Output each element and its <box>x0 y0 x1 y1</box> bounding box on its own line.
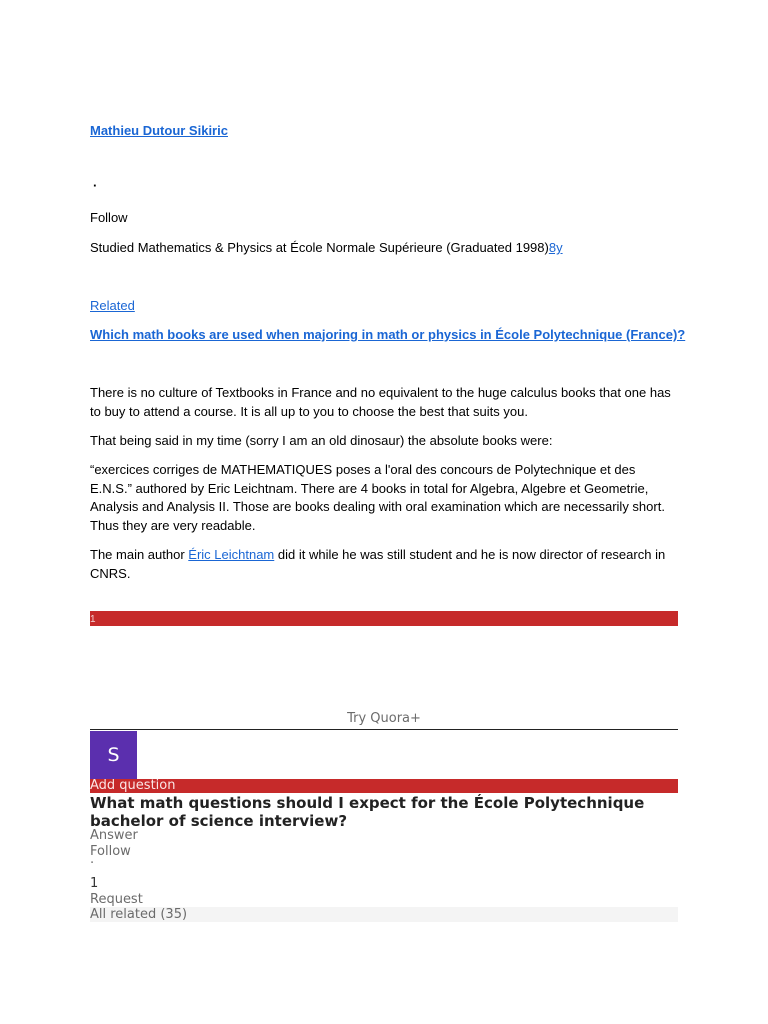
related-question-title[interactable]: What math questions should I expect for the École Polytechnique bachelor of science interview? <box>90 794 645 830</box>
divider <box>90 729 678 730</box>
related-link[interactable]: Related <box>90 298 135 313</box>
separator-dot: · <box>93 178 98 193</box>
answer-button[interactable]: Answer <box>90 828 138 843</box>
avatar-letter: S <box>107 744 120 766</box>
answer-paragraph-1: There is no culture of Textbooks in France and no equivalent to the huge calculus books that one has to buy to attend a course. It is all up to you to choose the best that suits you. <box>90 385 671 419</box>
add-question-button[interactable]: Add question <box>90 779 678 793</box>
paragraph-4-text-after: did it while he was still student and he is now director of research in CNRS. <box>90 547 666 581</box>
answer-paragraph-2: That being said in my time (sorry I am an old dinosaur) the absolute books were: <box>90 433 553 448</box>
follow-question-button[interactable]: Follow <box>90 844 131 859</box>
try-quora-plus-link[interactable]: Try Quora+ <box>347 711 421 726</box>
follow-count: 1 <box>90 876 99 891</box>
answer-paragraph-4 <box>90 546 678 583</box>
request-button[interactable]: Request <box>90 892 143 907</box>
related-question-link[interactable]: Which math books are used when majoring in math or physics in École Polytechnique (France)? <box>90 327 686 342</box>
eric-leichtnam-link[interactable]: Éric Leichtnam <box>188 547 275 562</box>
author-credential <box>90 240 678 255</box>
answer-paragraph-3: “exercices corriges de MATHEMATIQUES poses a l'oral des concours de Polytechnique et des E.N.S.” authored by Eric Leichtnam. There are 4 books in total for Algebra, Algebre et Geometrie, Analysis and Analysis II. Those are books dealing with oral examination which are necessarily short. Thus they are very readable. <box>90 462 665 533</box>
credential-text: Studied Mathematics & Physics at École Normale Supérieure (Graduated 1998) <box>90 240 549 255</box>
author-name-link[interactable]: Mathieu Dutour Sikiric <box>90 123 228 138</box>
paragraph-4-text-before: The main author <box>90 547 189 562</box>
all-related-link[interactable]: All related (35) <box>90 907 678 922</box>
follow-button[interactable]: Follow <box>90 210 128 225</box>
separator-dot-2: · <box>90 856 95 871</box>
user-avatar[interactable] <box>90 731 137 779</box>
answer-age-link[interactable]: 8y <box>548 240 563 255</box>
upvote-count: 1 <box>90 614 96 625</box>
upvote-button[interactable] <box>90 611 678 626</box>
